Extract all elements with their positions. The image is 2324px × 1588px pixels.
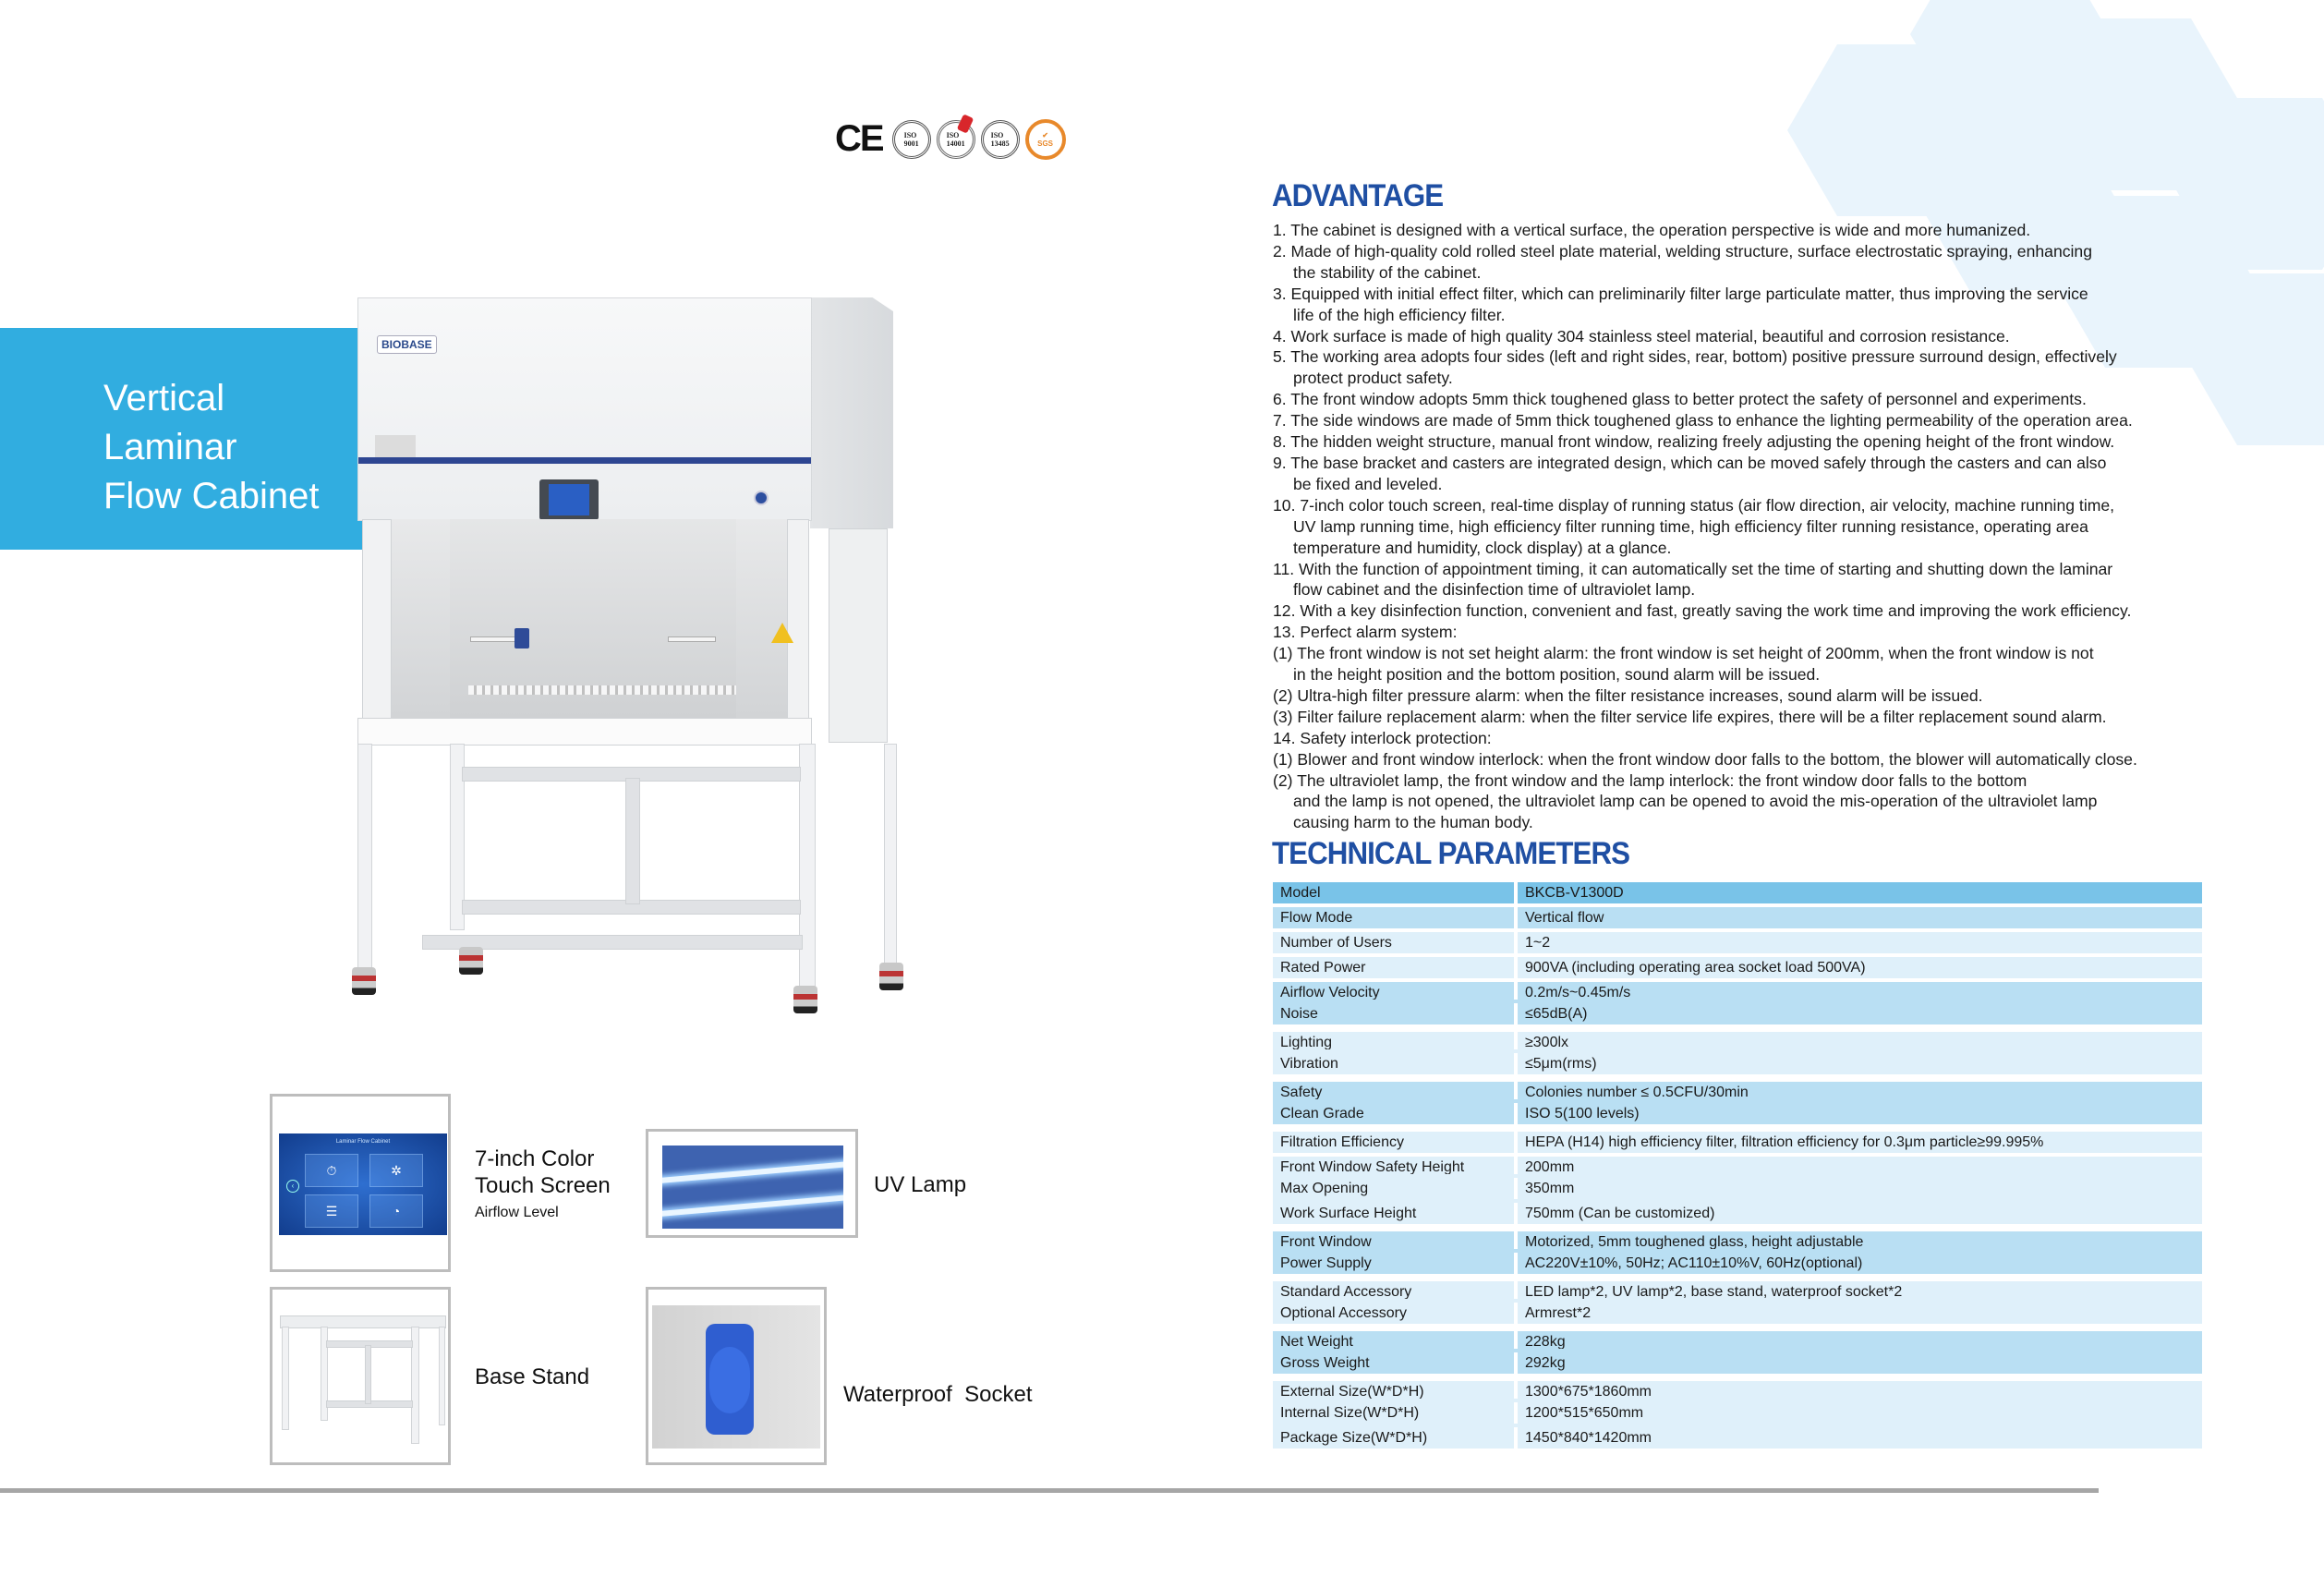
table-row: [1273, 1132, 2202, 1153]
product-title: Vertical Laminar Flow Cabinet: [103, 378, 320, 516]
cabinet-side-panel: [810, 297, 893, 528]
advantage-item-text: 7. The side windows are made of 5mm thick toughened glass to enhance the lighting permeability of the operation area.: [1273, 411, 2133, 430]
table-row: [1273, 1057, 2202, 1078]
advantage-item-text: 6. The front window adopts 5mm thick toughened glass to better protect the safety of personnel and experiments.: [1273, 390, 2087, 409]
socket-icon: [514, 628, 529, 649]
parameter-value: 350mm: [1518, 1178, 2202, 1199]
caster-wheel-icon: [352, 967, 376, 995]
advantage-item: [1273, 410, 2215, 431]
parameter-group: [1273, 1231, 2202, 1278]
parameter-value: AC220V±10%, 50Hz; AC110±10%V, 60Hz(optional): [1518, 1253, 2202, 1274]
advantage-item-text: 9. The base bracket and casters are integrated design, which can be moved safely through the casters and can also: [1273, 453, 2107, 472]
lamp-fixture: [668, 636, 716, 642]
parameter-value: LED lamp*2, UV lamp*2, base stand, waterproof socket*2: [1518, 1281, 2202, 1303]
advantage-list: [1273, 220, 2215, 833]
parameter-value: ≤65dB(A): [1518, 1003, 2202, 1024]
parameter-name: Work Surface Height: [1273, 1203, 1518, 1224]
parameter-name: Package Size(W*D*H): [1273, 1427, 1518, 1449]
parameter-value: 200mm: [1518, 1157, 2202, 1178]
table-row: [1273, 1431, 2202, 1452]
parameter-group: [1273, 957, 2202, 978]
table-row: [1273, 1007, 2202, 1028]
left-post: [362, 519, 392, 720]
advantage-item: [1273, 389, 2215, 410]
stand-leg: [799, 744, 816, 995]
work-surface: [357, 718, 812, 746]
parameter-value: 1300*675*1860mm: [1518, 1381, 2202, 1402]
advantage-item: [1273, 495, 2215, 559]
advantage-item-continuation: be fixed and leveled.: [1293, 474, 1443, 493]
advantage-item-text: (2) The ultraviolet lamp, the front window and the lamp interlock: the front window door falls to the bottom: [1273, 770, 2027, 790]
touch-screen-label: 7-inch Color Touch Screen Airflow Level: [475, 1146, 611, 1220]
control-knob-icon: [754, 491, 769, 505]
advantage-item: [1273, 749, 2215, 770]
advantage-item: [1273, 284, 2215, 326]
advantage-item: [1273, 770, 2215, 834]
parameter-value: 0.2m/s~0.45m/s: [1518, 982, 2202, 1003]
advantage-item-continuation: flow cabinet and the disinfection time of ultraviolet lamp.: [1293, 580, 1696, 600]
base-stand-image: [272, 1290, 448, 1462]
uv-lamp-label: UV Lamp: [874, 1172, 967, 1197]
table-row: [1273, 932, 2202, 953]
caster-wheel-icon: [459, 947, 483, 975]
advantage-item-continuation: causing harm to the human body.: [1293, 813, 1533, 832]
parameter-name: Net Weight: [1273, 1331, 1518, 1352]
parameter-name: Vibration: [1273, 1053, 1518, 1074]
sgs-seal-icon: ✔ SGS: [1025, 119, 1066, 160]
lamp-fixture: [470, 636, 516, 642]
technical-parameters-heading: TECHNICAL PARAMETERS: [1272, 836, 1630, 871]
parameter-name: Clean Grade: [1273, 1103, 1518, 1124]
brand-logo: BIOBASE: [377, 335, 437, 354]
parameter-group: [1273, 982, 2202, 1028]
waterproof-socket-image: [652, 1305, 820, 1449]
table-row: [1273, 1356, 2202, 1377]
advantage-item: [1273, 326, 2215, 347]
parameter-value: Armrest*2: [1518, 1303, 2202, 1324]
advantage-item: [1273, 685, 2215, 707]
advantage-item: [1273, 453, 2215, 495]
table-row: [1273, 882, 2202, 903]
parameter-value: BKCB-V1300D: [1518, 882, 2202, 903]
parameter-name: Standard Accessory: [1273, 1281, 1518, 1303]
parameter-name: Power Supply: [1273, 1253, 1518, 1274]
advantage-item: [1273, 643, 2215, 685]
uv-lamp-image: [662, 1146, 843, 1229]
parameter-name: Optional Accessory: [1273, 1303, 1518, 1324]
parameter-value: 1~2: [1518, 932, 2202, 953]
table-row: [1273, 1281, 2202, 1303]
parameter-name: Front Window Safety Height: [1273, 1157, 1518, 1178]
advantage-item: [1273, 346, 2215, 389]
technical-parameters-table: [1273, 879, 2202, 1456]
parameter-value: Colonies number ≤ 0.5CFU/30min: [1518, 1082, 2202, 1103]
parameter-name: Max Opening: [1273, 1178, 1518, 1199]
cabinet-hood: [357, 297, 812, 521]
advantage-item: [1273, 622, 2215, 643]
stand-leg: [357, 744, 372, 976]
parameter-group: [1273, 1331, 2202, 1377]
parameter-name: Number of Users: [1273, 932, 1518, 953]
parameter-name: Noise: [1273, 1003, 1518, 1024]
parameter-value: Motorized, 5mm toughened glass, height adjustable: [1518, 1231, 2202, 1253]
socket-cover: [709, 1347, 750, 1413]
parameter-group: [1273, 907, 2202, 928]
parameter-value: ≤5μm(rms): [1518, 1053, 2202, 1074]
product-title-banner: [0, 328, 365, 550]
advantage-item-continuation: protect product safety.: [1293, 369, 1453, 388]
advantage-item-text: (2) Ultra-high filter pressure alarm: when the filter resistance increases, sound alarm will be issued.: [1273, 685, 1983, 705]
advantage-item-text: 5. The working area adopts four sides (left and right sides, rear, bottom) positive pressure surround design, effectively: [1273, 347, 2117, 367]
list-icon: ☰: [305, 1194, 358, 1228]
uv-beam: [662, 1160, 843, 1183]
uv-beam: [662, 1194, 843, 1217]
advantage-item: [1273, 600, 2215, 622]
parameter-group: [1273, 1032, 2202, 1078]
parameter-value: HEPA (H14) high efficiency filter, filtration efficiency for 0.3μm particle≥99.995%: [1518, 1132, 2202, 1153]
parameter-value: ≥300lx: [1518, 1032, 2202, 1053]
advantage-item-text: 10. 7-inch color touch screen, real-time display of running status (air flow direction, air velocity, machine running time,: [1273, 495, 2115, 515]
back-arrow-icon: ‹: [286, 1180, 299, 1193]
advantage-item-text: (3) Filter failure replacement alarm: when the filter service life expires, there will be a filter replacement sound alarm.: [1273, 707, 2107, 726]
parameter-group: [1273, 1082, 2202, 1128]
parameter-name: Lighting: [1273, 1032, 1518, 1053]
parameter-value: ISO 5(100 levels): [1518, 1103, 2202, 1124]
caster-wheel-icon: [879, 963, 903, 990]
touch-screen-thumbnail: [270, 1094, 451, 1272]
advantage-heading: ADVANTAGE: [1272, 178, 1444, 213]
parameter-value: 750mm (Can be customized): [1518, 1203, 2202, 1224]
parameter-value: 1450*840*1420mm: [1518, 1427, 2202, 1449]
advantage-item-text: 2. Made of high-quality cold rolled steel plate material, welding structure, surface electrostatic spraying, enhancing: [1273, 241, 2092, 261]
parameter-name: Filtration Efficiency: [1273, 1132, 1518, 1153]
touch-screen-panel: [539, 479, 599, 520]
right-post: [787, 519, 809, 720]
ce-mark-icon: CE: [835, 118, 883, 159]
parameter-name: Airflow Velocity: [1273, 982, 1518, 1003]
iso-13485-seal-icon: ISO 13485: [981, 120, 1020, 159]
advantage-item: [1273, 728, 2215, 749]
table-row: [1273, 907, 2202, 928]
nameplate: [375, 435, 416, 459]
advantage-item-continuation: the stability of the cabinet.: [1293, 262, 1482, 282]
fan-icon: ✲: [369, 1154, 423, 1187]
warning-icon: [771, 623, 793, 643]
table-row: [1273, 1206, 2202, 1228]
table-row: [1273, 1306, 2202, 1327]
advantage-item-text: 4. Work surface is made of high quality 304 stainless steel material, beautiful and corrosion resistance.: [1273, 326, 2010, 345]
parameter-value: Vertical flow: [1518, 907, 2202, 928]
advantage-item-text: 12. With a key disinfection function, convenient and fast, greatly saving the work time and improving the work efficiency.: [1273, 601, 2132, 621]
advantage-item-continuation: and the lamp is not opened, the ultraviolet lamp can be opened to avoid the mis-operation of the ultraviolet lamp: [1293, 792, 2098, 811]
parameter-name: External Size(W*D*H): [1273, 1381, 1518, 1402]
parameter-value: 1200*515*650mm: [1518, 1402, 2202, 1424]
table-row: [1273, 1032, 2202, 1053]
parameter-group: [1273, 1132, 2202, 1153]
advantage-item-text: 1. The cabinet is designed with a vertical surface, the operation perspective is wide and more humanized.: [1273, 221, 2031, 239]
parameter-value: 228kg: [1518, 1331, 2202, 1352]
advantage-item-text: 3. Equipped with initial effect filter, which can preliminarily filter large particulate matter, thus improving the service: [1273, 284, 2088, 303]
advantage-item-text: 11. With the function of appointment timing, it can automatically set the time of starting and shutting down the laminar: [1273, 559, 2113, 578]
table-row: [1273, 982, 2202, 1003]
advantage-item-continuation: UV lamp running time, high efficiency filter running time, high efficiency filter running resistance, operating area: [1293, 516, 2088, 536]
advantage-item-continuation: in the height position and the bottom position, sound alarm will be issued.: [1293, 665, 1821, 685]
parameter-group: [1273, 1381, 2202, 1452]
side-window: [829, 528, 888, 743]
iso-14001-seal-icon: ISO 14001: [937, 120, 975, 159]
advantage-item: [1273, 707, 2215, 728]
stand-leg: [884, 744, 897, 972]
waterproof-socket-label: Waterproof Socket: [843, 1382, 1033, 1407]
parameter-name: Model: [1273, 882, 1518, 903]
caster-wheel-icon: [793, 986, 817, 1013]
advantage-item-continuation: temperature and humidity, clock display) at a glance.: [1293, 538, 1672, 557]
footer-divider: [0, 1488, 2099, 1493]
waterproof-socket-thumbnail: [646, 1287, 827, 1465]
advantage-item-text: (1) The front window is not set height alarm: the front window is set height of 200mm, when the front window is not: [1273, 644, 2094, 663]
uv-lamp-thumbnail: [646, 1129, 858, 1238]
advantage-item-text: (1) Blower and front window interlock: when the front window door falls to the bottom, the blower will automatically close.: [1273, 749, 2137, 769]
table-row: [1273, 1082, 2202, 1103]
parameter-group: [1273, 932, 2202, 953]
stand-crossbar: [625, 778, 640, 904]
parameter-name: Safety: [1273, 1082, 1518, 1103]
parameter-value: 292kg: [1518, 1352, 2202, 1374]
parameter-name: Rated Power: [1273, 957, 1518, 978]
table-row: [1273, 1107, 2202, 1128]
parameter-name: Flow Mode: [1273, 907, 1518, 928]
table-row: [1273, 957, 2202, 978]
parameter-group: [1273, 882, 2202, 903]
accent-stripe: [358, 457, 811, 464]
advantage-item-text: 13. Perfect alarm system:: [1273, 623, 1458, 642]
parameter-name: Gross Weight: [1273, 1352, 1518, 1374]
advantage-item: [1273, 220, 2215, 241]
table-row: [1273, 1406, 2202, 1427]
table-row: [1273, 1256, 2202, 1278]
advantage-item-continuation: life of the high efficiency filter.: [1293, 305, 1506, 324]
advantage-item-text: 14. Safety interlock protection:: [1273, 728, 1492, 747]
advantage-item: [1273, 241, 2215, 284]
parameter-group: [1273, 1281, 2202, 1327]
perforated-grill: [468, 685, 736, 695]
table-row: [1273, 1381, 2202, 1402]
advantage-item: [1273, 431, 2215, 453]
table-row: [1273, 1157, 2202, 1178]
advantage-item-text: 8. The hidden weight structure, manual front window, realizing freely adjusting the opening height of the front window.: [1273, 432, 2115, 452]
table-row: [1273, 1231, 2202, 1253]
table-row: [1273, 1182, 2202, 1203]
parameter-name: Internal Size(W*D*H): [1273, 1402, 1518, 1424]
table-row: [1273, 1331, 2202, 1352]
base-stand-thumbnail: [270, 1287, 451, 1465]
parameter-name: Front Window: [1273, 1231, 1518, 1253]
base-stand-label: Base Stand: [475, 1364, 590, 1389]
touch-screen-ui: Laminar Flow Cabinet ‹ ⏱ ✲ ☰ ◔: [279, 1133, 447, 1235]
iso-9001-seal-icon: ISO 9001: [892, 120, 931, 159]
timer-icon: ⏱: [305, 1154, 358, 1187]
advantage-item: [1273, 559, 2215, 601]
standby-clock-icon: ◔: [369, 1194, 423, 1228]
cabinet-product-image: [357, 297, 901, 1000]
certification-marks: [835, 118, 1066, 160]
parameter-group: [1273, 1157, 2202, 1228]
parameter-value: 900VA (including operating area socket load 500VA): [1518, 957, 2202, 978]
